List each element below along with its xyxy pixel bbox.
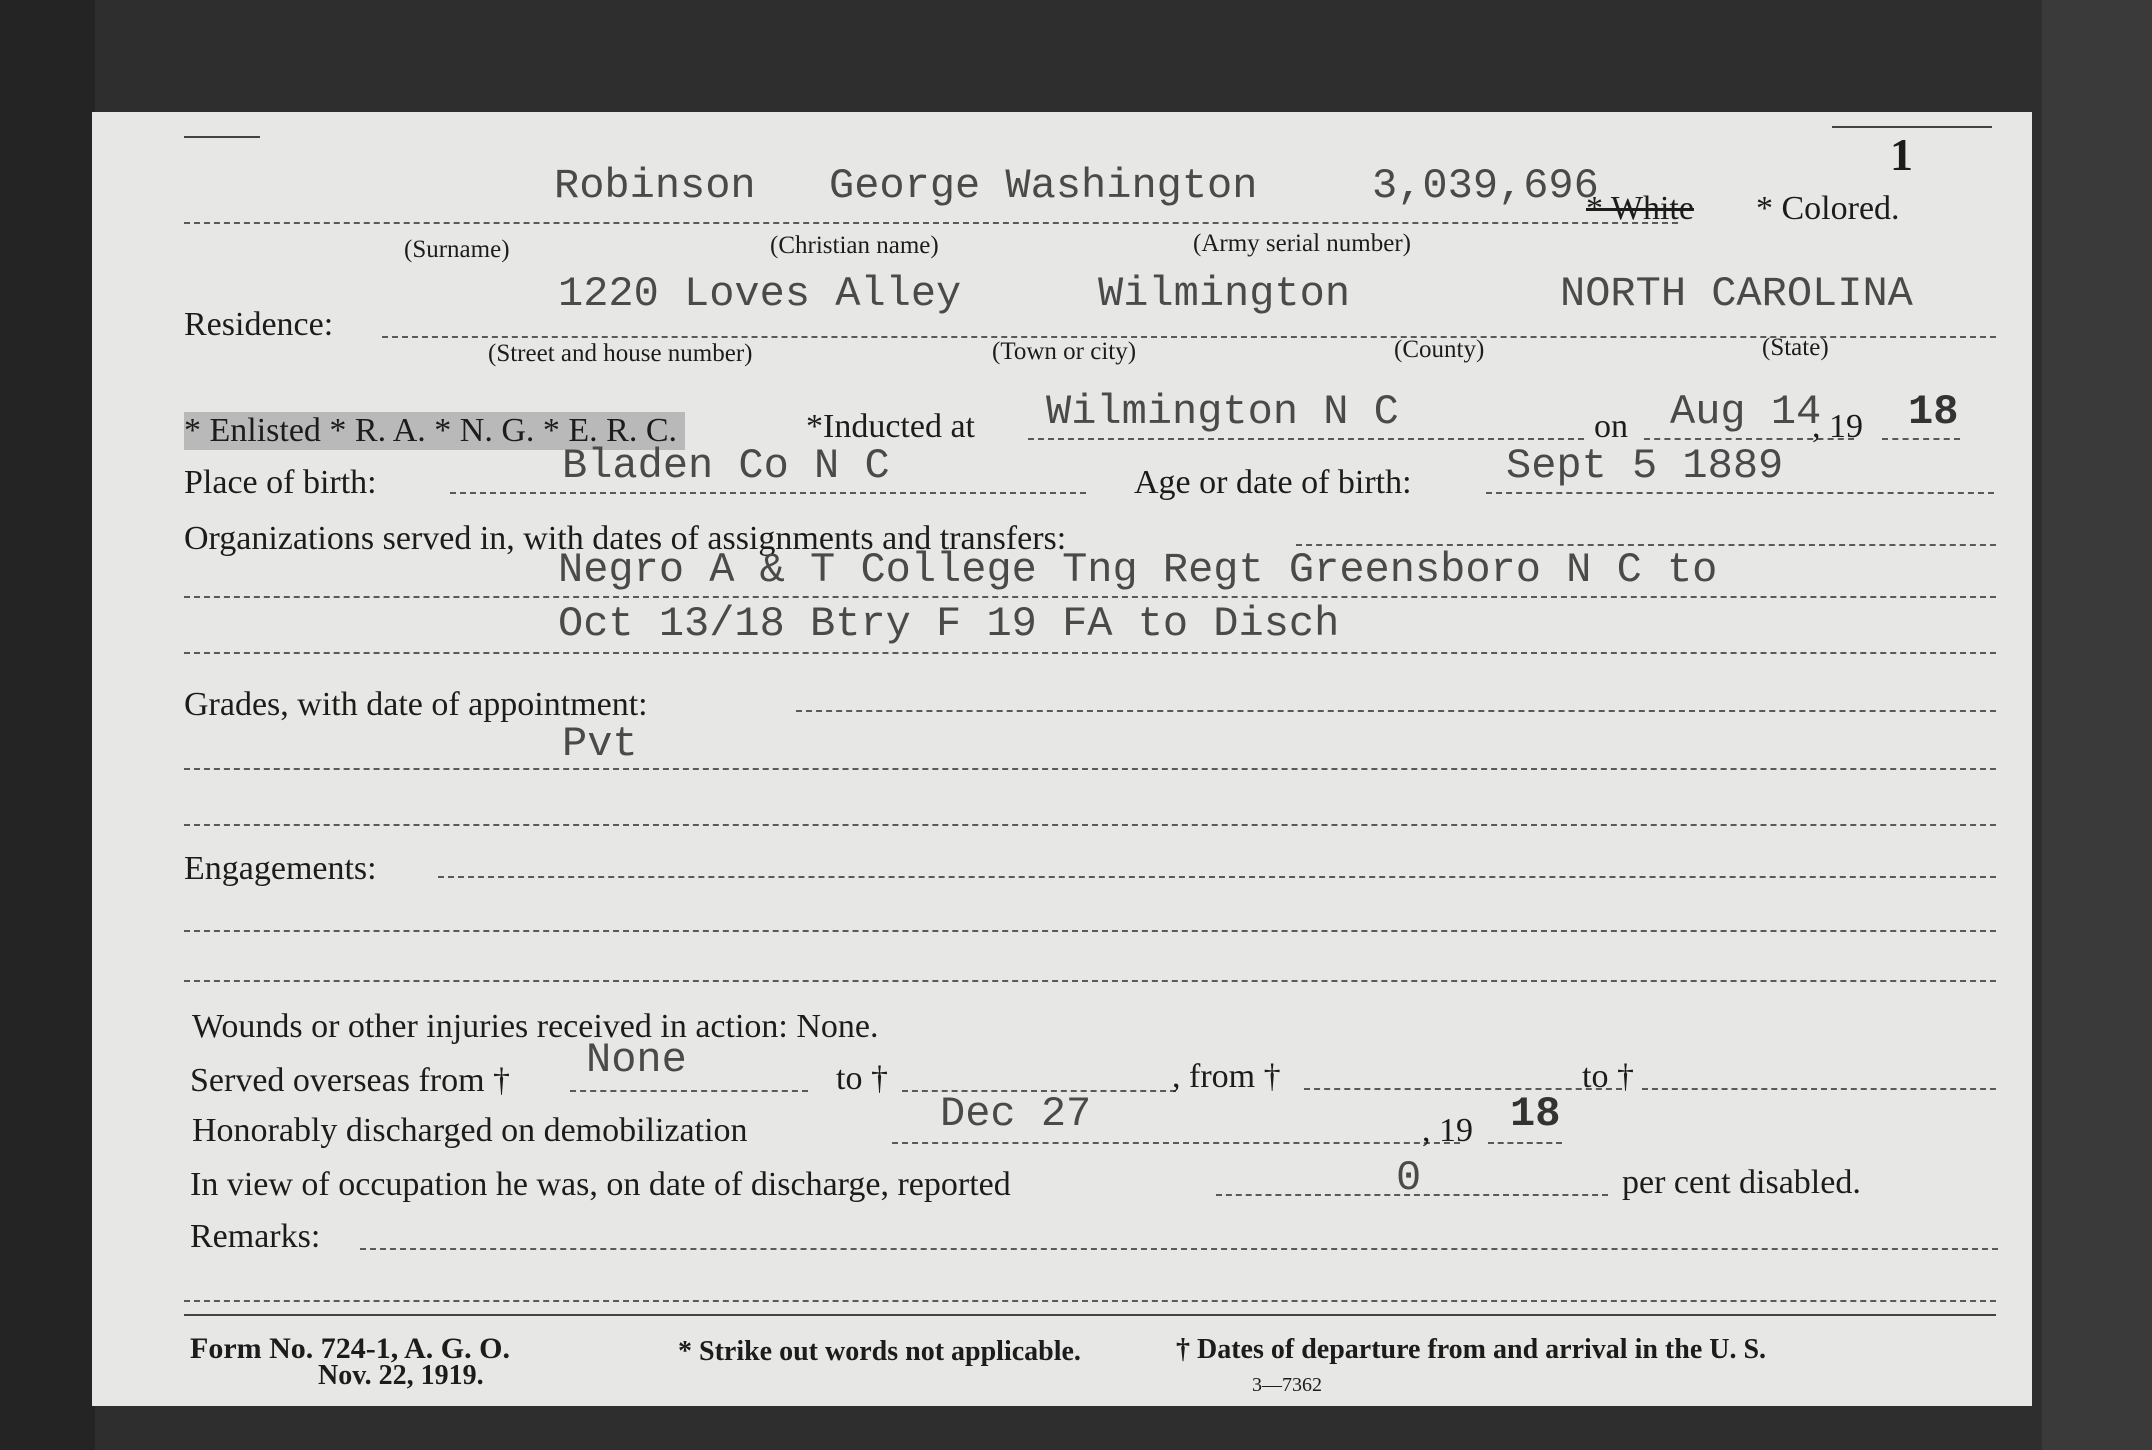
discharge-year-prefix: , 19: [1422, 1112, 1473, 1149]
service-record-card: [92, 112, 2032, 1406]
engagements-line2: [184, 930, 1996, 932]
organizations-line2: [184, 652, 1996, 654]
christian-name-caption: (Christian name): [770, 232, 939, 259]
inducted-on-label: on: [1594, 408, 1628, 445]
engagements-line3: [184, 980, 1996, 982]
remarks-line1: [360, 1248, 1998, 1250]
grades-label: Grades, with date of appointment:: [184, 686, 648, 723]
serial-number-value: 3,039,696: [1372, 162, 1599, 210]
grades-line1: [184, 768, 1996, 770]
state-caption: (State): [1762, 334, 1829, 361]
scan-border-left: [0, 0, 95, 1450]
card-number: 1: [1890, 129, 1913, 180]
discharge-date-value: Dec 27: [940, 1090, 1092, 1138]
organizations-line1: [184, 596, 1996, 598]
overseas-from-value: None: [586, 1036, 687, 1084]
birthdate-label: Age or date of birth:: [1134, 464, 1412, 501]
residence-line: [382, 336, 1996, 338]
birthplace-label: Place of birth:: [184, 464, 377, 501]
footer-rule: [184, 1314, 1996, 1316]
inducted-label: *Inducted at: [806, 408, 975, 445]
organizations-line2-value: Oct 13/18 Btry F 19 FA to Disch: [558, 600, 1340, 648]
street-caption: (Street and house number): [488, 340, 753, 367]
enlistment-options: * Enlisted * R. A. * N. G. * E. R. C.: [184, 412, 685, 450]
overseas-from2-label: , from †: [1172, 1058, 1281, 1095]
strike-out-note: * Strike out words not applicable.: [678, 1336, 1081, 1367]
residence-label: Residence:: [184, 306, 334, 343]
race-white-option: * White: [1586, 190, 1694, 227]
header-line: [184, 222, 1678, 224]
inducted-line: [1028, 438, 1584, 440]
discharge-year-line: [1488, 1142, 1562, 1144]
overseas-to2-line: [1642, 1088, 1996, 1090]
birthdate-value: Sept 5 1889: [1506, 442, 1784, 490]
inducted-date-value: Aug 14: [1670, 388, 1822, 436]
overseas-from-label: Served overseas from †: [190, 1062, 511, 1099]
scan-border-right: [2042, 0, 2152, 1450]
serial-number-caption: (Army serial number): [1193, 230, 1411, 257]
county-caption: (County): [1394, 336, 1485, 363]
inducted-year-value: 18: [1908, 388, 1959, 436]
disability-label: In view of occupation he was, on date of discharge, reported: [190, 1166, 1011, 1203]
christian-name-value: George Washington: [829, 162, 1258, 210]
discharge-date-line: [892, 1142, 1460, 1144]
surname-value: Robinson: [554, 162, 756, 210]
top-left-rule: [184, 136, 260, 138]
overseas-to-label: to †: [836, 1060, 888, 1097]
discharge-year-value: 18: [1510, 1090, 1561, 1138]
inducted-at-value: Wilmington N C: [1046, 388, 1399, 436]
wounds-label: Wounds or other injuries received in action: None.: [192, 1008, 879, 1045]
dates-note: † Dates of departure from and arrival in the U. S.: [1176, 1334, 1767, 1365]
organizations-label: Organizations served in, with dates of assignments and transfers:: [184, 520, 1067, 557]
inducted-year-prefix: , 19: [1812, 408, 1863, 445]
form-number: Form No. 724-1, A. G. O.: [190, 1332, 510, 1365]
surname-caption: (Surname): [404, 236, 510, 263]
residence-town-value: Wilmington: [1098, 270, 1351, 318]
birthdate-line: [1486, 492, 1994, 494]
birthplace-value: Bladen Co N C: [562, 442, 890, 490]
town-caption: (Town or city): [992, 338, 1137, 365]
print-code: 3—7362: [1252, 1374, 1322, 1396]
birthplace-line: [450, 492, 1086, 494]
engagements-label: Engagements:: [184, 850, 377, 887]
organizations-line1-value: Negro A & T College Tng Regt Greensboro N C to: [558, 546, 1718, 594]
remarks-label: Remarks:: [190, 1218, 321, 1255]
overseas-to2-label: to †: [1582, 1058, 1634, 1095]
overseas-from2-line: [1304, 1088, 1622, 1090]
disability-suffix: per cent disabled.: [1622, 1164, 1861, 1201]
engagements-line1: [438, 876, 1996, 878]
discharge-label: Honorably discharged on demobilization: [192, 1112, 748, 1149]
grade-value: Pvt: [562, 720, 638, 768]
race-colored-option: * Colored.: [1756, 190, 1900, 227]
inducted-year-line: [1882, 438, 1960, 440]
residence-state-value: NORTH CAROLINA: [1560, 270, 1913, 318]
grades-line2: [184, 824, 1996, 826]
remarks-line2: [184, 1300, 1996, 1302]
disability-value: 0: [1396, 1154, 1422, 1202]
residence-street-value: 1220 Loves Alley: [558, 270, 962, 318]
form-date: Nov. 22, 1919.: [318, 1360, 484, 1391]
grades-label-line: [796, 710, 1996, 712]
overseas-from-line: [570, 1090, 808, 1092]
